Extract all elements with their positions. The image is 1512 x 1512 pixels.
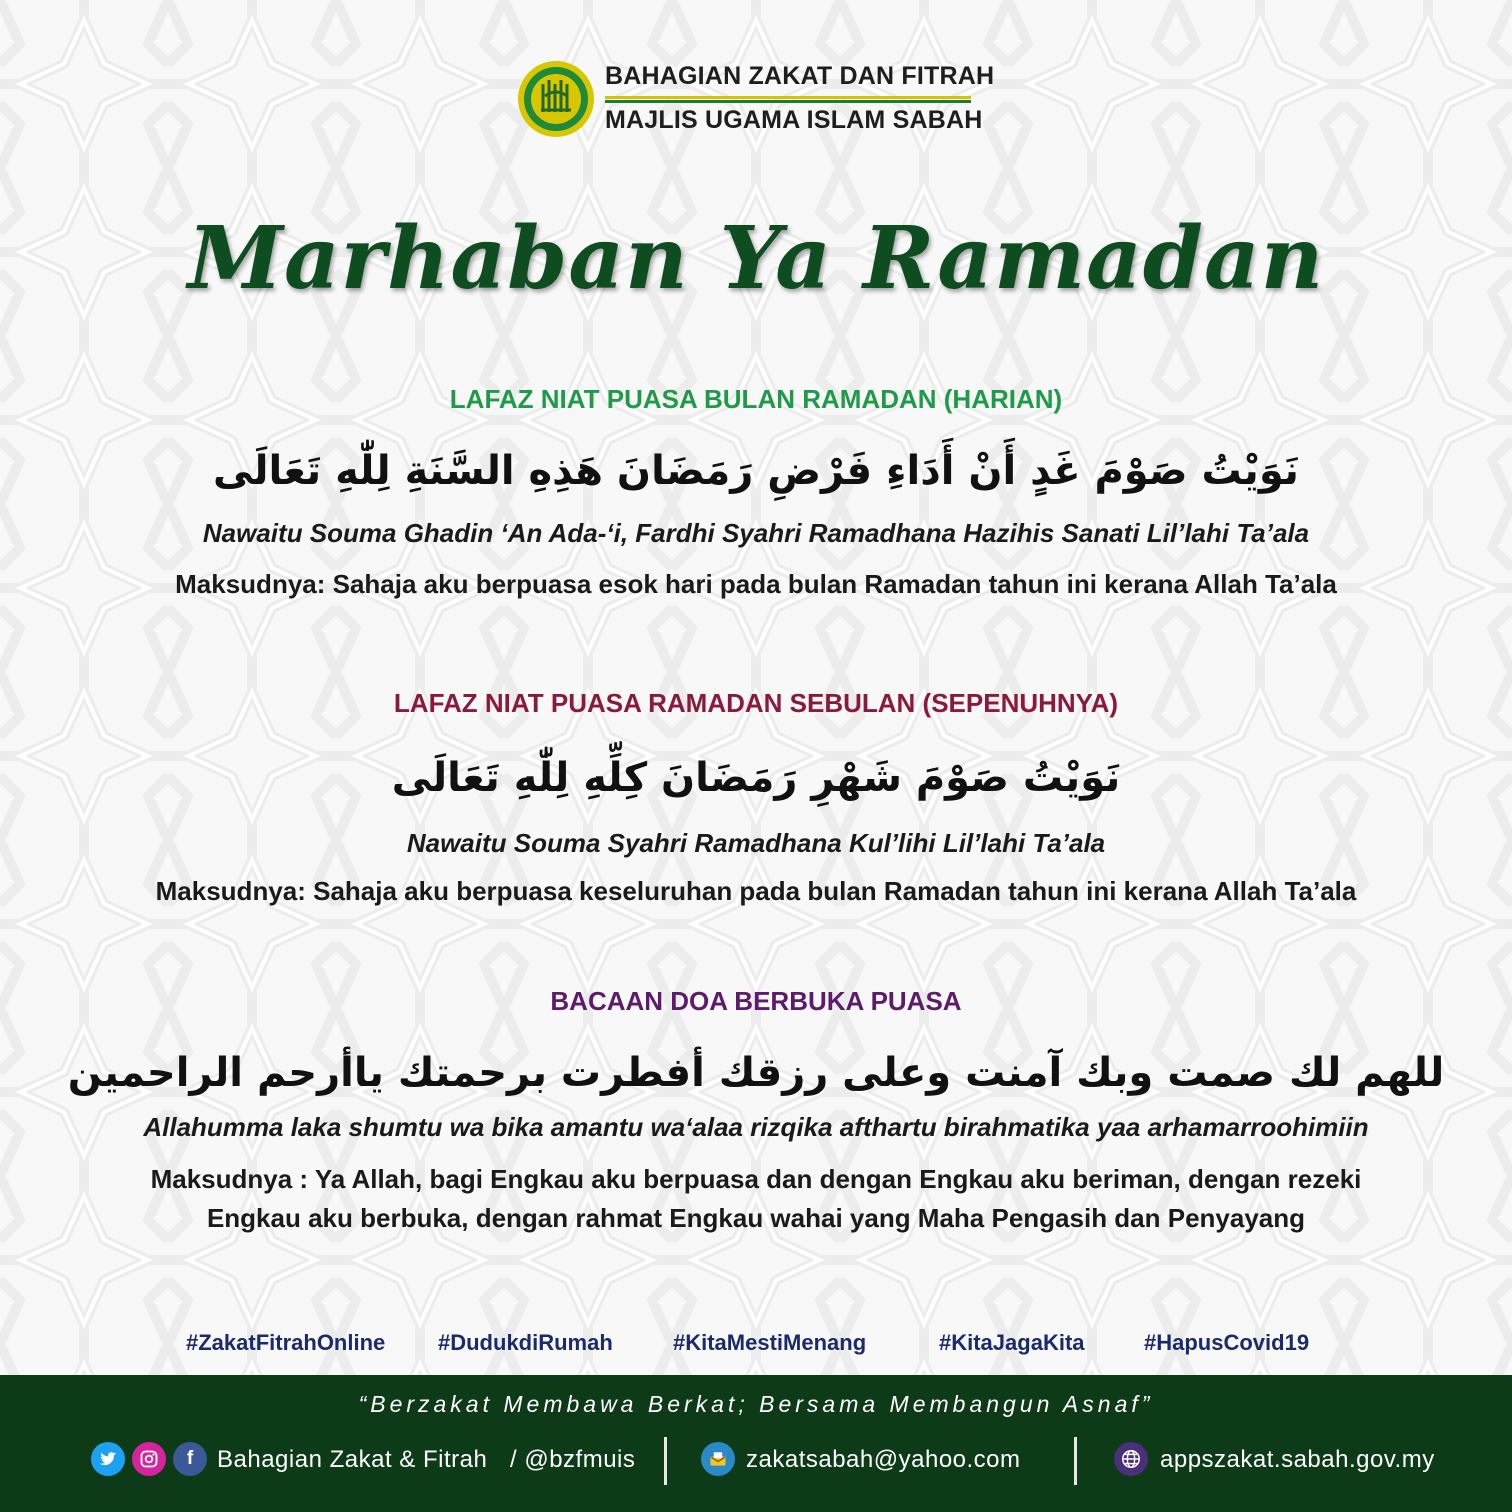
transliteration-daily-intention: Nawaitu Souma Ghadin ‘An Ada-‘i, Fardhi Syahri Ramadhana Hazihis Sanati Lil’lahi Ta’ala <box>202 518 1310 548</box>
page-title: Marhaban Ya Ramadan <box>187 208 1325 309</box>
contact-email[interactable]: zakatsabah@yahoo.com <box>746 1446 1021 1473</box>
meaning-monthly-intention: Maksudnya: Sahaja aku berpuasa keseluruhan pada bulan Ramadan tahun ini kerana Allah Ta’ala <box>155 876 1357 906</box>
header-yellow-rule <box>605 96 971 99</box>
arabic-text-daily-intention: نَوَيْتُ صَوْمَ غَدٍ أَنْ أَدَاءِ فَرْضِ رَمَضَانَ هَذِهِ السَّنَةِ لِلّٰهِ تَعَالَى <box>213 448 1299 494</box>
hashtag-hapuscovid19: #HapusCovid19 <box>1144 1330 1310 1355</box>
transliteration-monthly-intention: Nawaitu Souma Syahri Ramadhana Kul’lihi Lil’lahi Ta’ala <box>406 828 1106 858</box>
header-green-rule <box>605 100 971 103</box>
website-link[interactable]: appszakat.sabah.gov.my <box>1160 1446 1435 1473</box>
hashtag-kitamestimenang: #KitaMestiMenang <box>673 1330 867 1355</box>
footer-tagline: “Berzakat Membawa Berkat; Bersama Membangun Asnaf” <box>358 1391 1154 1417</box>
section-heading-daily-intention: LAFAZ NIAT PUASA BULAN RAMADAN (HARIAN) <box>449 384 1063 414</box>
globe-icon[interactable] <box>1114 1442 1148 1476</box>
instagram-icon[interactable] <box>132 1442 166 1476</box>
hashtag-row <box>0 1330 1512 1360</box>
contact-row <box>0 1437 1512 1487</box>
transliteration-breaking-fast-prayer: Allahumma laka shumtu wa bika amantu wa‘alaa rizqika afthartu birahmatika yaa arhamarroohimiin <box>143 1112 1369 1142</box>
section-heading-breaking-fast-prayer: BACAAN DOA BERBUKA PUASA <box>550 986 962 1016</box>
email-icon[interactable] <box>701 1442 735 1476</box>
hashtag-kitajagakita: #KitaJagaKita <box>939 1330 1085 1355</box>
facebook-icon[interactable]: f <box>173 1442 207 1476</box>
footer-bar <box>0 1375 1512 1512</box>
arabic-text-monthly-intention: نَوَيْتُ صَوْمَ شَهْرِ رَمَضَانَ كِلِّهِ لِلّٰهِ تَعَالَى <box>391 755 1121 801</box>
hashtag-zakatfitrahonline: #ZakatFitrahOnline <box>186 1330 386 1355</box>
org-name-line1: BAHAGIAN ZAKAT DAN FITRAH <box>605 62 995 90</box>
twitter-icon[interactable] <box>91 1442 125 1476</box>
meaning-breaking-fast-prayer-line1: Maksudnya : Ya Allah, bagi Engkau aku berpuasa dan dengan Engkau aku beriman, dengan rezeki <box>150 1164 1362 1194</box>
organisation-header <box>517 58 995 142</box>
muis-logo-icon <box>517 60 595 138</box>
social-handle[interactable]: / @bzfmuis <box>510 1446 636 1473</box>
meaning-breaking-fast-prayer-line2: Engkau aku berbuka, dengan rahmat Engkau wahai yang Maha Pengasih dan Penyayang <box>206 1203 1306 1233</box>
section-heading-monthly-intention: LAFAZ NIAT PUASA RAMADAN SEBULAN (SEPENUHNYA) <box>393 688 1119 718</box>
org-name-line2: MAJLIS UGAMA ISLAM SABAH <box>605 106 983 134</box>
hashtag-dudukdirumah: #DudukdiRumah <box>438 1330 613 1355</box>
social-account-name: Bahagian Zakat & Fitrah <box>217 1446 488 1473</box>
arabic-text-breaking-fast-prayer: للهم لك صمت وبك آمنت وعلى رزقك أفطرت برحمتك ياأرحم الراحمين <box>67 1050 1445 1096</box>
meaning-daily-intention: Maksudnya: Sahaja aku berpuasa esok hari pada bulan Ramadan tahun ini kerana Allah Ta’ala <box>175 569 1337 599</box>
footer-divider <box>664 1437 667 1485</box>
footer-divider <box>1074 1437 1077 1485</box>
